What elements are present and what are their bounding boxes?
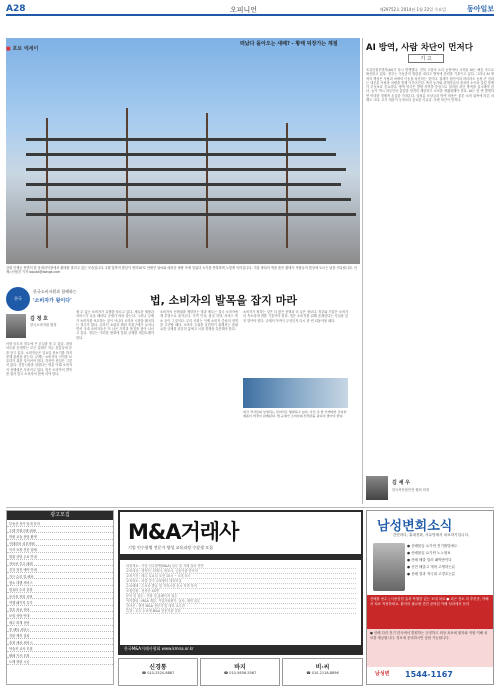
classified-row[interactable]: 도배 장판 시공 xyxy=(7,658,113,665)
column-body-2: 셀 수 없는 소비자가 유행을 따르고 있다. 새로운 제품과 서비스가 나올 때마다 규제가 따라 붙는다. 그러나 규제가 소비자를 보호하는 것이 아니라 오히려 시장을 왜곡하는 경우가 많다. 온라인 쇼핑과 해외 직접구매가 늘어나면서 국내 소비자들은 더 나은 가격과 품질을 찾아 나서고 있다. 정부는 이러한 변화에 맞춰 규제를 재검토해야 한다. xyxy=(76,310,154,340)
ma-ad-line: 문의 및 접수 : 전화 및 홈페이지 접수 xyxy=(126,594,356,599)
bottom-ad[interactable] xyxy=(282,658,363,686)
hospital-list-item: ● 산배몰입 요가만 노노형보 xyxy=(407,551,451,555)
ma-ad-line: 교육장소 : 서울 중구 교육센터 대강의실 xyxy=(126,579,356,584)
hospital-list-item: ● 산배 배출 밀러 패박만이다 xyxy=(407,558,452,562)
classified-title: 광고모집 xyxy=(7,511,113,520)
column-org: 한국소비자원과 함께하는 xyxy=(33,289,77,294)
photo-essay-title: 떠났다 돌아오는 새뗴? - 황태 덕장가는 계절 xyxy=(240,41,338,47)
hospital-red-band: 산배를 용수 | 사용감한 효과 탁월한 있는 조대 치료 ● 피곤 전소 의 추진중, 약해서 치료 적성하세요. 환자의 필요할 중간 준비된 이해 성과에서 문의 xyxy=(367,595,493,629)
classified-row[interactable]: 주택 전원주택 매매 xyxy=(7,527,113,534)
photo-tag-label: 포토 에세이 xyxy=(12,46,39,52)
ma-ad-line: 특전 : 우수 수료생 M&A 전문기관 추천 xyxy=(126,609,356,614)
classified-row[interactable]: 학습지 교사 모집 xyxy=(7,645,113,652)
right-author-name: 김 세 우 xyxy=(392,480,410,486)
issue-date: 제29752호 2014년 1월 22일 수요일 xyxy=(379,7,446,12)
ma-ad-line: 강사진 : 현직 M&A 전문가 및 대학 교수진 xyxy=(126,604,356,609)
ma-ad[interactable] xyxy=(118,510,363,655)
classified-row[interactable]: 자동차 중고 매매 xyxy=(7,560,113,567)
column-divider xyxy=(362,38,363,504)
classified-row[interactable]: 법률 상담 무료 안내 xyxy=(7,553,113,560)
hospital-logo: 남성변 xyxy=(375,671,390,677)
column-body-3: 소비자의 선택권을 제한하는 법과 제도는 결국 소비자에게 부담으로 돌아온다. 가격 인상, 품질 저하, 서비스 축소 등이 그것이다. 우리 사회는 이제 소비자 중심의 정책을 고민할 때다. 소비자 주권을 실현하기 위해서는 불필요한 규제를 과감히 없애고 시장 경쟁을 촉진해야 한다. xyxy=(160,310,238,332)
column-series: '소비자가 왕이다' xyxy=(33,298,72,304)
ma-ad-line: 커리큘럼 : M&A 개론, 기업가치평가, 실사, 계약 실무 xyxy=(126,599,356,604)
bottom-ad-title: 바지 xyxy=(234,664,246,671)
column-badge: 한국 xyxy=(6,287,30,311)
ad-divider xyxy=(6,507,494,508)
photo-essay-image xyxy=(6,38,360,264)
hospital-list-item: ● 산배몰입 요가만 전기환법에도 xyxy=(407,544,458,548)
classified-row[interactable]: 간판 제작 설치 xyxy=(7,632,113,639)
right-body: 조류인플루엔자(AI)가 다시 발생했다. 전북 고창의 오리 농장에서 시작된 AI는 빠른 속도로 확산되고 있다. 정부는 이동중지 명령을 내리고 방역에 총력을 기울이고 있다. 그러나 AI 방역의 핵심은 사람과 차량의 이동을 차단하는 것이다. 철새가 원인이라 하더라도 농장 간 전파는 대부분 사람과 차량을 통해 이루어진다. 축산 농가와 관계자들의 철저한 소독과 출입 통제가 무엇보다 중요하다. 방역 당국은 발생 지역을 중심으로 철저한 차단 방역을 실시해야 한다. 농가 역시 외부인의 출입을 엄격히 제한하고 소독을 생활화해야 한다. AI는 한 번 발생하면 막대한 경제적 손실을 가져온다. 살처분 보상금과 방역 비용은 물론 소비 위축에 따른 피해도 크다. 초기 대응이 무엇보다 중요한 이유다. 사람 차단이 먼저다. xyxy=(366,68,494,103)
ma-ad-line: 교육기간 : 매주 토요일 오전 10시 ~ 오후 5시 xyxy=(126,574,356,579)
bottom-ad[interactable] xyxy=(200,658,280,686)
author-photo xyxy=(6,314,26,338)
classified-ad[interactable] xyxy=(6,510,114,685)
classified-row[interactable]: 이사 포장 전문 업체 xyxy=(7,546,113,553)
bottom-ad[interactable] xyxy=(118,658,198,686)
classified-row[interactable]: 꽃 배달 서비스 xyxy=(7,626,113,633)
photo-tag-marker: ■ xyxy=(6,46,11,52)
ma-ad-band xyxy=(120,554,361,560)
classified-row[interactable]: 택배 기사 모집 xyxy=(7,652,113,659)
inset-photo xyxy=(243,378,348,408)
bottom-ad-title: 비·씨 xyxy=(315,664,330,671)
column-body-4: 소비자가 원하는 것은 더 많은 선택과 더 나은 정보다. 정부와 기업은 소비자의 목소리에 귀를 기울여야 한다. 법은 소비자를 위해 존재한다는 사실을 잊지 말아야 한다. 규제의 목적이 무엇인지 다시 한 번 되돌아볼 때다. xyxy=(243,310,348,323)
ma-ad-line: 모집인원 : 선착순 40명 xyxy=(126,589,356,594)
hospital-name: 남성변회소식 xyxy=(377,519,453,534)
hospital-slogan: 간단하다, 휴대전화, 사무망에서 치료하기입니다. xyxy=(392,533,470,537)
classified-row[interactable]: 부동산 상가 임대 문의 xyxy=(7,520,113,527)
page-header xyxy=(6,4,494,16)
classified-row[interactable]: 건강 검진 예약 안내 xyxy=(7,566,113,573)
newspaper-brand: 동아일보 xyxy=(466,5,494,13)
classified-row[interactable]: 보험 상담 안내 xyxy=(7,612,113,619)
bottom-ad-phone: ☎ 010-5656-5567 xyxy=(223,671,257,675)
ma-ad-line: 과정개요 : 기업 인수합병(M&A) 실무 및 거래 절차 전반 xyxy=(126,564,356,569)
ma-ad-subtitle: 기업 인수합병 전문가 양성 교육과정 수강생 모집 xyxy=(128,545,213,550)
author-org: 한국소비자원 원장 xyxy=(30,323,57,327)
classified-row[interactable]: 출장 세차 서비스 xyxy=(7,639,113,646)
classified-row[interactable]: 컴퓨터 수리 출장 xyxy=(7,586,113,593)
photo-essay-tag xyxy=(6,45,38,52)
right-author-org: 한국축산물안전 협회 회장 xyxy=(392,488,430,492)
ma-ad-footer: 한국M&A거래사협회 www.kmna.or.kr xyxy=(120,645,361,653)
classified-row[interactable]: 결혼 정보 상담 xyxy=(7,606,113,613)
bottom-ad-phone: ☎ 010-2118-8896 xyxy=(306,671,339,675)
column-headline: 법, 소비자의 발목을 잡지 마라 xyxy=(150,294,298,307)
ma-ad-line: 수료혜택 : 수료증 발급 및 자격시험 응시 자격 부여 xyxy=(126,584,356,589)
hospital-ad[interactable] xyxy=(366,510,494,685)
column-body-1: 어떤 마트의 경우에 큰 손실을 볼 수 있다. 대형마트를 운영하는 모든 업체가 의무 휴업일에 문을 닫고 있다. 소비자들은 일요일 장보기를 하지 못해 불편을 겪는다. 규제는 소비자의 이익을 보호하기 위한 것이어야 한다. 하지만 현실은 그렇지 않다. 전통시장을 살린다는 명분 아래 소비자의 선택권은 사라지고 있다. 법은 소비자의 발목을 잡지 말고 소비자의 편에 서야 한다. xyxy=(6,342,72,377)
doctor-photo xyxy=(373,543,405,591)
hospital-phone[interactable]: 1544-1167 xyxy=(405,670,453,679)
classified-row[interactable]: 청소 대행 서비스 xyxy=(7,579,113,586)
classified-row[interactable]: 가구 수리 및 배송 xyxy=(7,573,113,580)
photo-caption: 강원 인제군 북면의 한 용대리덕장에서 황태를 말리고 있는 모습입니다. 2월 말까지 밤낮이 영하10℃ 안팎인 날씨와 매서운 바람 속에 얼었다 녹기를 반복하며 노랗게 익어갑니다. 겨울 바다의 색을 품은 황태가 사람들의 밥상에 오르는 날을 기다립니다. 인제=신원건 기자 laputa@donga.com xyxy=(6,266,357,275)
author-name: 김 정 호 xyxy=(30,316,48,322)
bottom-ad-title: 신경통 xyxy=(149,664,167,671)
inset-caption: 외국 작가들의 상영되는 빈자리로 행렬하고 있다. 사진 속 한 가게에선 금지한 제품이 버젓이 판매된다. 법 규제가 소비자의 선택권을 좁히지 말아야 한다. xyxy=(243,410,347,419)
classified-row[interactable]: 세무 회계 상담 xyxy=(7,619,113,626)
classified-row[interactable]: 학원 교습 상담 환영 xyxy=(7,533,113,540)
right-headline: AI 방역, 사람 차단이 먼저다 xyxy=(366,43,473,53)
hospital-pink-band: ● 산배 다리 전기 한국에서 발원하는 규정하고 외상 치료에 환자와 적합 이해 치료를 제공합니다. 정보에 문의하시면 상담 가능합니다. xyxy=(367,629,493,667)
classified-row[interactable]: 인테리어 리모델링 xyxy=(7,540,113,547)
classified-row[interactable]: 음식점 창업 상담 xyxy=(7,593,113,600)
ma-ad-line: 교육대상 : 경영인, 회계사, 변호사, 금융기관 종사자 xyxy=(126,569,356,574)
bottom-ad-phone: ☎ 010-2520-8887 xyxy=(141,671,175,675)
right-author-photo xyxy=(366,476,388,500)
hospital-list-item: ● 산배 결과 적극대 고경호는분 xyxy=(407,572,456,576)
contribution-label: 기 고 xyxy=(408,54,444,63)
page-number: A28 xyxy=(6,4,26,14)
section-title: 오피니언 xyxy=(230,6,258,14)
ma-ad-title: M&A거래사 xyxy=(128,520,239,544)
hospital-list-item: ● 산전 배출고 개혁 고생하는분 xyxy=(407,565,456,569)
classified-row[interactable]: 여행 패키지 특가 xyxy=(7,599,113,606)
